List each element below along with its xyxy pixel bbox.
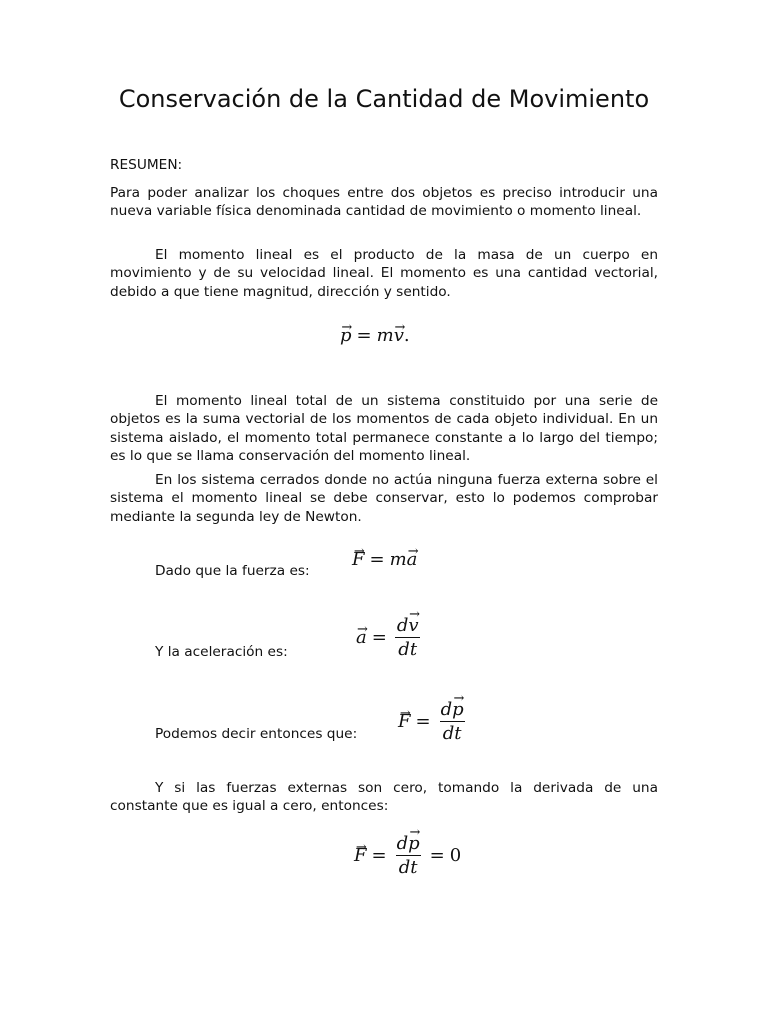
paragraph-closed-system: En los sistema cerrados donde no actúa ninguna fuerza externa sobre el sistema el momento lineal se debe conservar, esto lo podemos comprobar mediante la segunda ley de Newton.	[110, 472, 658, 525]
paragraph-external-forces: Y si las fuerzas externas son cero, tomando la derivada de una constante que es igual a cero, entonces:	[110, 780, 658, 815]
equation-force: F → = ma →	[352, 548, 417, 572]
paragraph-total-momentum: El momento lineal total de un sistema constituido por una serie de objetos es la suma vectorial de los momentos de cada objeto individual. En un sistema aislado, el momento total permanece constante a lo largo del tiempo; es lo que se llama conservación del momento lineal.	[110, 393, 658, 465]
paragraph-definition: El momento lineal es el producto de la masa de un cuerpo en movimiento y de su velocidad lineal. El momento es una cantidad vectorial, debido a que tiene magnitud, dirección y sentido.	[110, 247, 658, 300]
equation-momentum: p → = mv →.	[340, 324, 410, 348]
abstract-heading: RESUMEN:	[110, 157, 183, 173]
document-title: Conservación de la Cantidad de Movimiento	[118, 85, 650, 113]
equation-acceleration: a → = $\frac{dv \to}{dt}$	[356, 616, 424, 660]
label-acceleration: Y la aceleración es:	[155, 644, 288, 660]
equation-force-derivative: F → = $\frac{dp \to}{dt}$	[398, 700, 469, 744]
label-force: Dado que la fuerza es:	[155, 563, 310, 579]
label-conclusion: Podemos decir entonces que:	[155, 726, 358, 742]
paragraph-intro: Para poder analizar los choques entre dos objetos es preciso introducir una nueva variable física denominada cantidad de movimiento o momento lineal.	[110, 185, 658, 220]
equation-conservation: F → = $\frac{dp \to}{dt}$ = 0	[354, 834, 461, 878]
